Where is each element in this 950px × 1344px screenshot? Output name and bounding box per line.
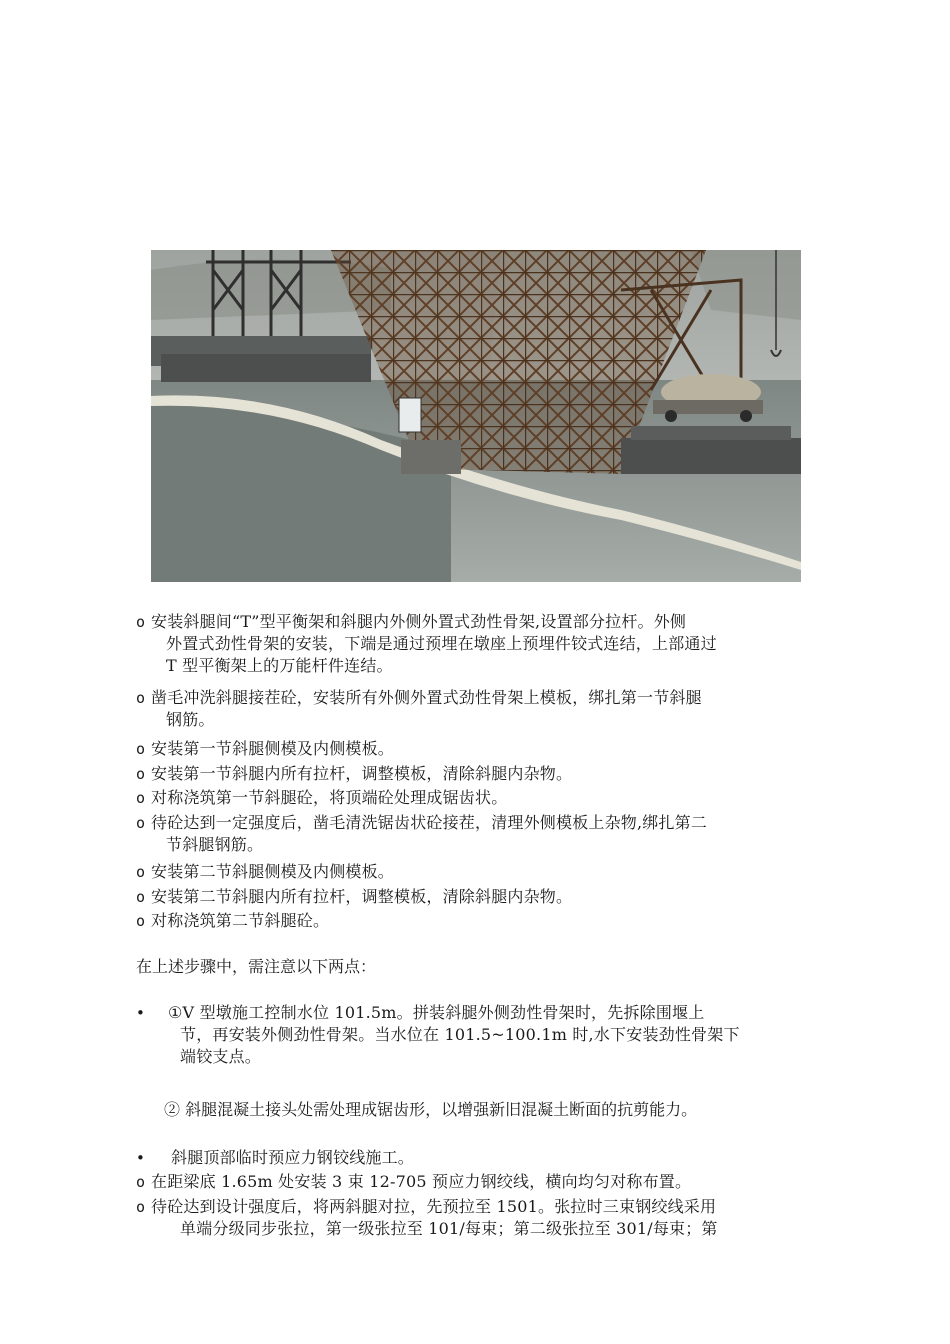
list-item: [136, 1171, 691, 1193]
bullet-item-line: ①V 型墩施工控制水位 101.5m。拼装斜腿外侧劲性骨架时，先拆除围堰上: [168, 1003, 705, 1022]
list-item-line: 钢筋。: [166, 710, 215, 729]
list-item-line: 安装第一节斜腿侧模及内侧模板。: [151, 739, 395, 758]
bullet-item: [136, 1147, 414, 1169]
list-item-line: T 型平衡架上的万能杆件连结。: [166, 656, 393, 675]
bullet-marker: •: [136, 1004, 146, 1022]
list-item-line: 安装第一节斜腿内所有拉杆，调整模板，清除斜腿内杂物。: [151, 764, 573, 783]
list-item: [136, 1196, 718, 1240]
bridge-photo-illustration: [151, 250, 801, 582]
list-item-line: 单端分级同步张拉，第一级张拉至 101/每束；第二级张拉至 301/每束；第: [180, 1219, 718, 1238]
list-item: [136, 687, 702, 731]
list-item: [136, 611, 717, 677]
bullet-item-text: 斜腿顶部临时预应力钢铰线施工。: [171, 1148, 415, 1167]
list-item: [136, 763, 572, 785]
list-item-line: 待砼达到一定强度后，凿毛清洗锯齿状砼接茬，清理外侧模板上杂物,绑扎第二: [151, 813, 708, 832]
note-point-2: ② 斜腿混凝土接头处需处理成锯齿形，以增强新旧混凝土断面的抗剪能力。: [164, 1100, 698, 1119]
list-marker: o: [136, 1198, 146, 1216]
bullet-item-line: 端铰支点。: [180, 1047, 262, 1066]
list-item: [136, 861, 394, 883]
list-marker: o: [136, 888, 146, 906]
bullet-item-line: 节，再安装外侧劲性骨架。当水位在 101.5~100.1m 时,水下安装劲性骨架下: [180, 1025, 740, 1044]
list-item-line: 待砼达到设计强度后，将两斜腿对拉，先预拉至 1501。张拉时三束钢绞线采用: [151, 1197, 717, 1216]
list-item-line: 安装第二节斜腿内所有拉杆，调整模板，清除斜腿内杂物。: [151, 887, 573, 906]
list-item-line: 对称浇筑第一节斜腿砼，将顶端砼处理成锯齿状。: [151, 788, 508, 807]
list-item: [136, 886, 572, 908]
list-marker: o: [136, 814, 146, 832]
list-item-line: 安装第二节斜腿侧模及内侧模板。: [151, 862, 395, 881]
list-marker: o: [136, 789, 146, 807]
list-marker: o: [136, 689, 146, 707]
list-item: [136, 910, 329, 932]
list-item-line: 节斜腿钢筋。: [166, 835, 264, 854]
list-item-line: 凿毛冲洗斜腿接茬砼，安装所有外侧外置式劲性骨架上模板，绑扎第一节斜腿: [151, 688, 702, 707]
list-marker: o: [136, 1173, 146, 1191]
list-item-line: 对称浇筑第二节斜腿砼。: [151, 911, 330, 930]
list-item-line: 安装斜腿间“T”型平衡架和斜腿内外侧外置式劲性骨架,设置部分拉杆。外侧: [151, 612, 687, 631]
bridge-construction-photo: [151, 250, 801, 582]
list-marker: o: [136, 863, 146, 881]
list-item-line: 外置式劲性骨架的安装，下端是通过预埋在墩座上预埋件铰式连结，上部通过: [166, 634, 717, 653]
list-marker: o: [136, 613, 146, 631]
list-item-line: 在距梁底 1.65m 处安装 3 束 12-705 预应力钢绞线，横向均匀对称布置。: [151, 1172, 692, 1191]
bullet-item: [136, 1002, 740, 1068]
note-intro: 在上述步骤中，需注意以下两点：: [136, 957, 377, 976]
list-item: [136, 738, 394, 760]
list-item: [136, 787, 507, 809]
list-marker: o: [136, 765, 146, 783]
list-item: [136, 812, 707, 856]
list-marker: o: [136, 912, 146, 930]
bullet-marker: •: [136, 1149, 146, 1167]
list-marker: o: [136, 740, 146, 758]
